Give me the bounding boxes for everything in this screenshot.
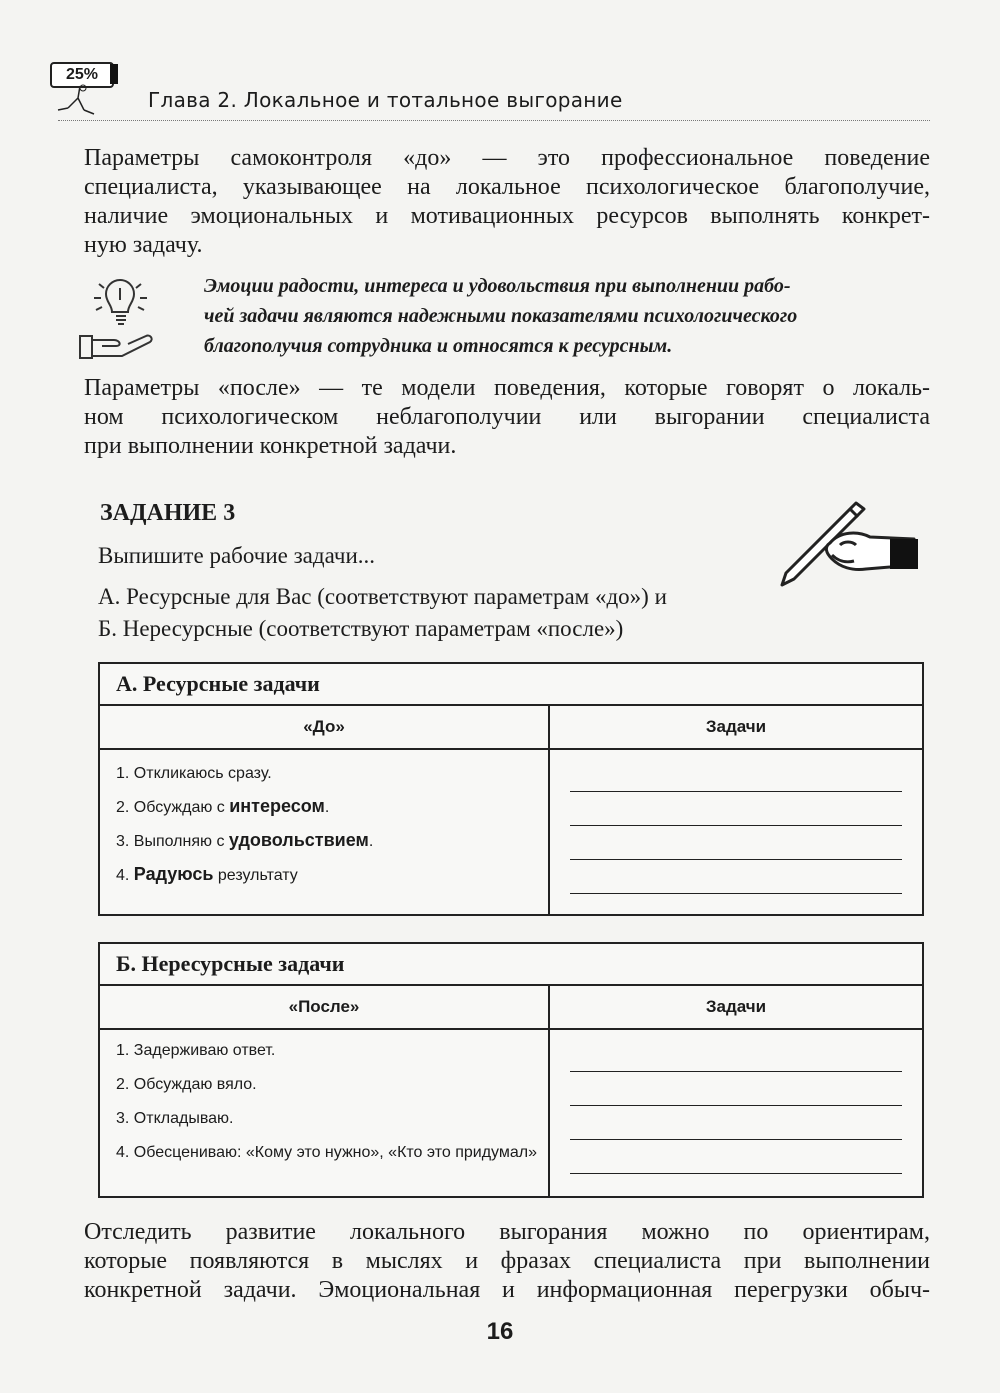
text-line: ную задачу. — [84, 232, 203, 258]
table-title: Б. Нересурсные задачи — [100, 944, 922, 986]
tip-line: Эмоции радости, интереса и удовольствия при выполнении рабо- — [204, 275, 791, 297]
lightbulb-hand-icon — [74, 270, 184, 366]
table-row: 3. Выполняю с удовольствием. — [116, 830, 374, 850]
task-title: ЗАДАНИЕ 3 — [100, 500, 236, 526]
column-header-tasks: Задачи — [705, 717, 767, 736]
text-line: при выполнении конкретной задачи. — [84, 433, 457, 459]
task-item-b: Б. Нересурсные (соответствуют параметрам «после») — [98, 616, 624, 641]
page-number: 16 — [486, 1318, 514, 1345]
text-line: Параметры «после» — те модели поведения, которые говорят о локаль- — [84, 375, 930, 401]
text-line: специалиста, указывающее на локальное психологическое благополучие, — [84, 174, 930, 200]
paragraph-after-params — [84, 374, 930, 461]
resource-tasks-table — [98, 662, 924, 916]
text-line: наличие эмоциональных и мотивационных ресурсов выполнять конкрет- — [84, 203, 930, 229]
table-row: 2. Обсуждаю с интересом. — [116, 796, 330, 816]
chapter-title: Глава 2. Локальное и тотальное выгорание — [148, 88, 623, 112]
text-line: Параметры самоконтроля «до» — это профессиональное поведение — [84, 145, 930, 171]
nonresource-tasks-table — [98, 942, 924, 1198]
text-line: которые появляются в мыслях и фразах специалиста при выполнении — [84, 1248, 930, 1274]
column-header-after: «После» — [100, 986, 550, 1028]
answer-line[interactable] — [550, 796, 922, 830]
answer-line[interactable] — [550, 1144, 922, 1178]
text-line: ном психологическом неблагополучии или выгорании специалиста — [84, 404, 930, 430]
answer-line[interactable] — [550, 762, 922, 796]
stick-figure-icon — [50, 84, 100, 118]
paragraph-before-params — [84, 144, 930, 260]
paragraph-tracking — [84, 1218, 930, 1305]
tip-line: благополучия сотрудника и относятся к ресурсным. — [204, 335, 673, 357]
column-header-before: «До» — [100, 706, 550, 748]
task-item-a: А. Ресурсные для Вас (соответствуют параметрам «до») и — [98, 584, 667, 609]
answer-line[interactable] — [550, 830, 922, 864]
tip-line: чей задачи являются надежными показателями психологического — [204, 305, 798, 327]
answer-line[interactable] — [550, 1110, 922, 1144]
tip-callout — [204, 271, 932, 361]
task-subtitle: Выпишите рабочие задачи... — [98, 543, 375, 568]
table-row: 1. Откликаюсь сразу. — [116, 765, 272, 782]
table-row: 4. Радуюсь результату — [116, 864, 298, 884]
table-row: 1. Задерживаю ответ. — [116, 1042, 276, 1059]
text-line: конкретной задачи. Эмоциональная и информационная перегрузки обыч- — [84, 1277, 930, 1303]
progress-percent: 25% — [50, 62, 114, 88]
header-divider — [58, 120, 930, 121]
answer-line[interactable] — [550, 1076, 922, 1110]
table-title: А. Ресурсные задачи — [100, 664, 922, 706]
battery-cap-icon — [110, 64, 118, 84]
column-header-tasks: Задачи — [705, 997, 767, 1016]
answer-line[interactable] — [550, 1042, 922, 1076]
chapter-progress-badge — [44, 62, 116, 86]
hand-writing-icon — [770, 495, 920, 595]
text-line: Отследить развитие локального выгорания можно по ориентирам, — [84, 1219, 930, 1245]
table-row: 2. Обсуждаю вяло. — [116, 1076, 257, 1093]
answer-line[interactable] — [550, 864, 922, 898]
table-row: 4. Обесцениваю: «Кому это нужно», «Кто это придумал» — [116, 1144, 537, 1161]
table-row: 3. Откладываю. — [116, 1110, 234, 1127]
